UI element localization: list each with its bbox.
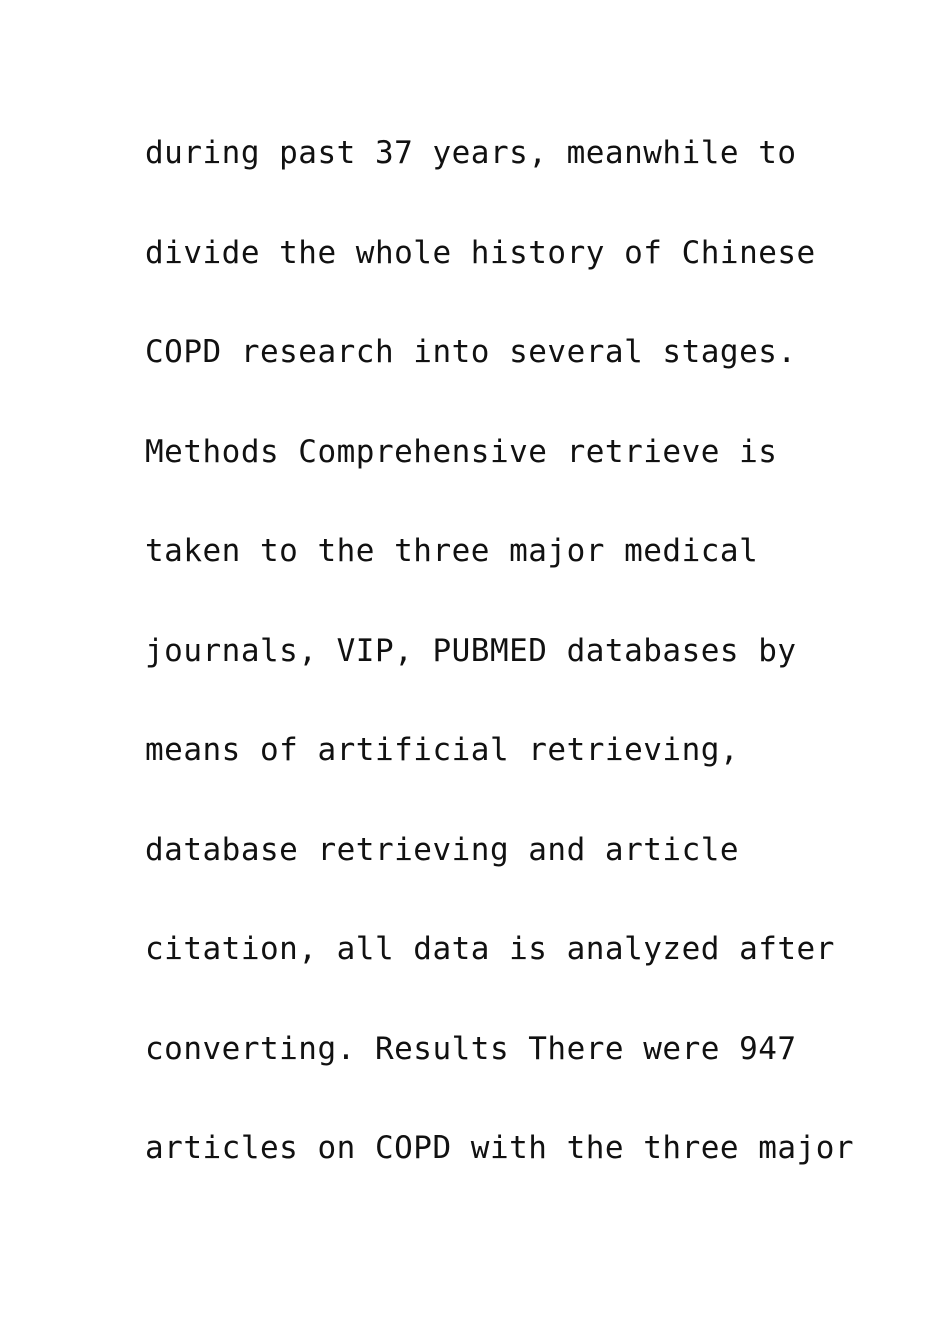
body-text	[145, 127, 905, 1222]
text-line-2: divide the whole history of Chinese	[145, 234, 816, 271]
text-line-7: means of artificial retrieving,	[145, 732, 740, 768]
text-line-3: COPD research into several stages.	[145, 334, 797, 370]
text-line-6: journals, VIP, PUBMED databases by	[145, 632, 797, 669]
text-line-9: citation, all data is analyzed after	[145, 931, 835, 967]
text-line-10: converting. Results There were 947	[145, 1030, 797, 1067]
text-line-8: database retrieving and article	[145, 831, 740, 868]
text-line-1: during past 37 years, meanwhile to	[145, 135, 797, 171]
text-line-11: articles on COPD with the three major	[145, 1130, 855, 1166]
text-line-4: Methods Comprehensive retrieve is	[145, 433, 778, 470]
text-line-5: taken to the three major medical	[145, 533, 759, 569]
